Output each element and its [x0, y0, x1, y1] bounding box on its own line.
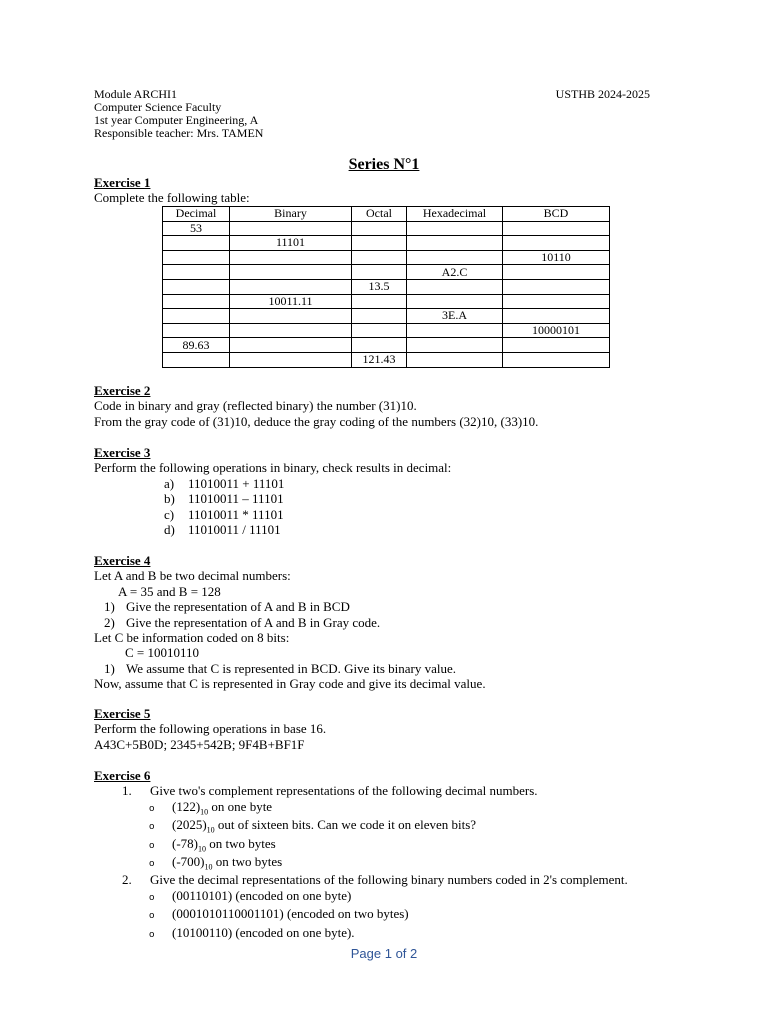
table-cell [230, 279, 352, 294]
list-item: o $(2025)_{10}$ out of sixteen bits. Can we code it on eleven bits? [149, 817, 477, 835]
year-name: 1st year Computer Engineering, A [94, 113, 259, 127]
exercise-1 [94, 175, 728, 206]
table-cell [230, 221, 352, 236]
table-cell [407, 294, 503, 309]
list-item: 2) Give the representation of A and B in Gray code. [104, 614, 381, 630]
table-row [163, 221, 610, 236]
table-cell: 10000101 [503, 323, 610, 338]
table-cell: 53 [163, 221, 230, 236]
exercise-values: A = 35 and B = 128 [118, 583, 221, 599]
table-cell [503, 309, 610, 324]
table-cell [503, 338, 610, 353]
table-cell [352, 236, 407, 251]
table-cell [163, 352, 230, 367]
table-cell [230, 338, 352, 353]
table-row [163, 338, 610, 353]
table-cell [163, 294, 230, 309]
table-cell [163, 265, 230, 280]
exercise-title: Exercise 1 [94, 175, 151, 190]
exercise-title: Exercise 2 [94, 383, 151, 398]
exercise-instruction: Complete the following table: [94, 190, 250, 206]
table-cell [352, 294, 407, 309]
table-cell [163, 250, 230, 265]
institution: USTHB 2024-2025 [555, 87, 650, 101]
table-cell: 121.43 [352, 352, 407, 367]
table-cell [352, 265, 407, 280]
table-cell [163, 279, 230, 294]
exercise-title: Exercise 3 [94, 445, 151, 460]
list-item: d) 11010011 / 11101 [164, 522, 281, 538]
exercise-4 [94, 553, 728, 692]
faculty-name: Computer Science Faculty [94, 100, 222, 114]
table-cell: 13.5 [352, 279, 407, 294]
table-cell: 89.63 [163, 338, 230, 353]
exercise-instruction: Perform the following operations in binary, check results in decimal: [94, 460, 452, 476]
exercise-values: C = 10010110 [125, 645, 200, 661]
table-cell [230, 309, 352, 324]
table-cell [230, 265, 352, 280]
column-header: BCD [503, 207, 610, 222]
exercise-title: Exercise 4 [94, 553, 151, 568]
table-cell [503, 279, 610, 294]
table-cell [230, 352, 352, 367]
exercise-5 [94, 706, 728, 752]
table-header-row [163, 207, 610, 222]
conversion-table [162, 206, 610, 368]
exercise-line: Code in binary and gray (reflected binary) the number (31)10. [94, 398, 417, 414]
header-left [94, 88, 263, 140]
table-row [163, 279, 610, 294]
list-item: o (10100110) (encoded on one byte). [149, 924, 355, 940]
exercise-6 [94, 768, 728, 943]
table-cell: 11101 [230, 236, 352, 251]
table-cell [503, 221, 610, 236]
table-cell: 10110 [503, 250, 610, 265]
table-cell [230, 250, 352, 265]
exercise-line: A43C+5B0D; 2345+542B; 9F4B+BF1F [94, 736, 305, 752]
table-cell [163, 309, 230, 324]
exercise-line: Let A and B be two decimal numbers: [94, 568, 291, 584]
exercise-3 [94, 445, 728, 537]
module-name: Module ARCHI1 [94, 87, 178, 101]
table-row [163, 236, 610, 251]
table-cell [503, 352, 610, 367]
list-item: o (0001010110001101) (encoded on two bytes) [149, 906, 409, 922]
teacher-name: Responsible teacher: Mrs. TAMEN [94, 126, 264, 140]
table-cell [407, 323, 503, 338]
table-cell [163, 323, 230, 338]
column-header: Octal [352, 207, 407, 222]
table-cell [352, 221, 407, 236]
table-cell [352, 323, 407, 338]
table-cell [407, 279, 503, 294]
list-item: a) 11010011 + 11101 [164, 475, 285, 491]
table-cell [163, 236, 230, 251]
table-row [163, 323, 610, 338]
table-cell [407, 221, 503, 236]
list-item: o $(-700)_{10}$ on two bytes [149, 854, 283, 872]
table-body [163, 221, 610, 367]
list-item: b) 11010011 – 11101 [164, 491, 284, 507]
list-item: o $(-78)_{10}$ on two bytes [149, 835, 276, 854]
column-header: Decimal [163, 207, 230, 222]
table-row [163, 265, 610, 280]
table-cell [503, 265, 610, 280]
table-cell [407, 338, 503, 353]
table-row [163, 294, 610, 309]
exercise-line: Perform the following operations in base 16. [94, 721, 327, 737]
list-item: 1) Give the representation of A and B in BCD [104, 599, 350, 615]
table-row [163, 352, 610, 367]
table-cell [503, 294, 610, 309]
table-cell [352, 250, 407, 265]
column-header: Binary [230, 207, 352, 222]
table-cell [503, 236, 610, 251]
exercise-title: Exercise 5 [94, 706, 151, 721]
table-row [163, 250, 610, 265]
table-cell [230, 323, 352, 338]
page-title: Series N°1 [348, 156, 420, 173]
question-item: 2. Give the decimal representations of the following binary numbers coded in 2's complement. [122, 872, 628, 888]
table-cell [407, 250, 503, 265]
exercise-line: Now, assume that C is represented in Gray code and give its decimal value. [94, 676, 486, 692]
list-item: o (00110101) (encoded on one byte) [149, 887, 352, 903]
table-cell: 10011.11 [230, 294, 352, 309]
exercise-2 [94, 383, 728, 429]
exercise-line: Let C be information coded on 8 bits: [94, 630, 290, 646]
question-item: 1. Give two's complement representations of the following decimal numbers. [122, 783, 538, 799]
table-row [163, 309, 610, 324]
list-item: c) 11010011 * 11101 [164, 506, 284, 522]
column-header: Hexadecimal [407, 207, 503, 222]
table-cell [352, 338, 407, 353]
exercise-line: From the gray code of (31)10, deduce the gray coding of the numbers (32)10, (33)10. [94, 413, 539, 429]
exercise-title: Exercise 6 [94, 768, 151, 783]
table-cell: A2.C [407, 265, 503, 280]
list-item: o $(122)_{10}$ on one byte [149, 798, 273, 817]
table-cell [352, 309, 407, 324]
page-number: Page 1 of 2 [350, 946, 418, 961]
table-cell [407, 352, 503, 367]
table-cell [407, 236, 503, 251]
list-item: 1) We assume that C is represented in BCD. Give its binary value. [104, 660, 457, 676]
table-cell: 3E.A [407, 309, 503, 324]
